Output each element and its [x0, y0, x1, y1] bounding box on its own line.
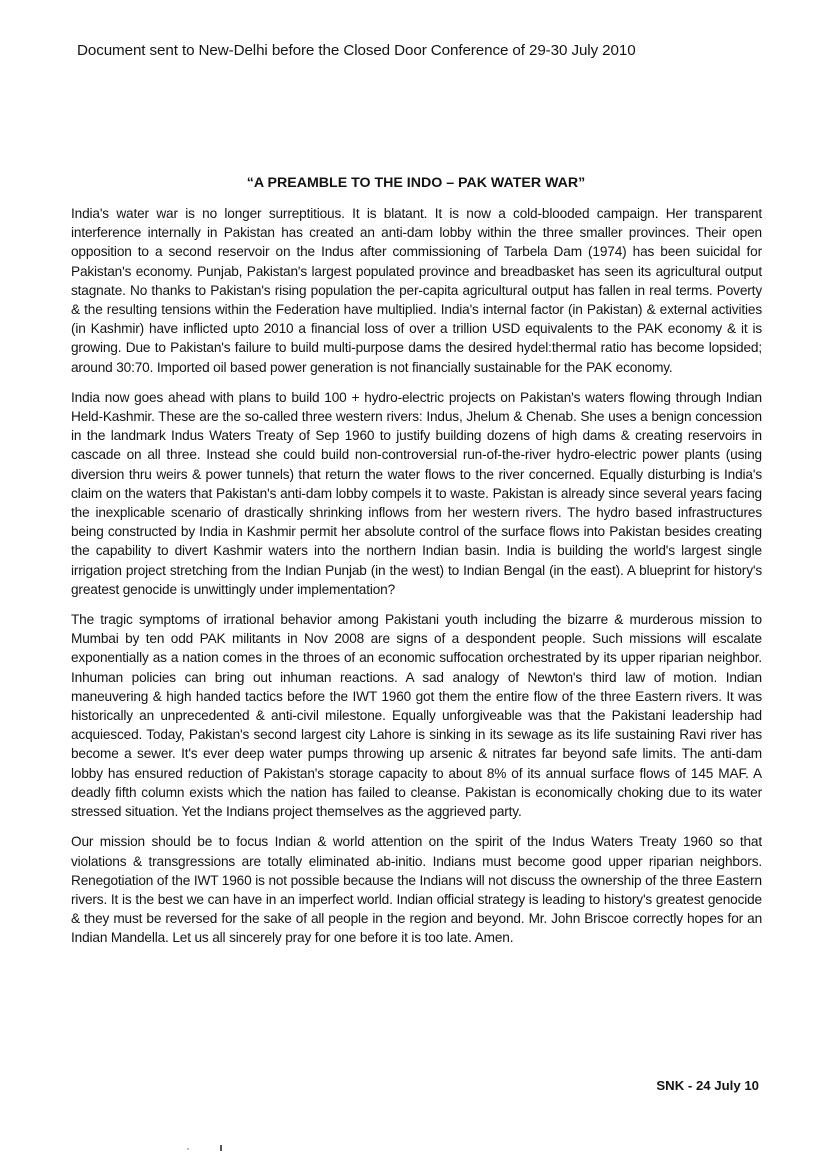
paragraph-2: India now goes ahead with plans to build 100 + hydro-electric projects on Pakistan's waters flowing through Indian Held-Kashmir. These are the so-called three western rivers: Indus, Jhelum & Chenab. She uses a benign concession in the landmark Indus Waters Treaty of Sep 1960 to justify building dozens of high dams & creating reservoirs in cascade on all three. Instead she could build non-controversial run-of-the-river hydro-electric power plants (using diversion thru weirs & power tunnels) that return the water flows to the river concerned. Equally disturbing is India's claim on the waters that Pakistan's anti-dam lobby compels it to waste. Pakistan is already since several years facing the inexplicable scenario of drastically shrinking inflows from her western rivers. The hydro based infrastructures being constructed by India in Kashmir permit her absolute control of the surface flows into Pakistan besides creating the capability to divert Kashmir waters into the northern Indian basin. India is building the world's largest single irrigation project stretching from the Indian Punjab (in the west) to Indian Bengal (in the east). A blueprint for history's greatest genocide is unwittingly under implementation? [71, 389, 762, 597]
scan-speck [220, 1145, 222, 1151]
signoff: SNK - 24 July 10 [656, 1078, 759, 1093]
paragraph-4: Our mission should be to focus Indian & world attention on the spirit of the Indus Waters Treaty 1960 so that violations & transgressions are totally eliminated ab-initio. Indians must become good upper riparian neighbors. Renegotiation of the IWT 1960 is not possible because the Indians will not discuss the ownership of the three Eastern rivers. It is the best we can have in an imperfect world. Indian official strategy is leading to history's greatest genocide & they must be reversed for the sake of all people in the region and beyond. Mr. John Briscoe correctly hopes for an Indian Mandella. Let us all sincerely pray for one before it is too late. Amen. [71, 834, 762, 946]
paragraph-1: India's water war is no longer surreptitious. It is blatant. It is now a cold-blooded campaign. Her transparent interference internally in Pakistan has created an anti-dam lobby within the three smaller provinces. Their open opposition to a second reservoir on the Indus after commissioning of Tarbela Dam (1974) has been suicidal for Pakistan's economy. Punjab, Pakistan's largest populated province and breadbasket has seen its agricultural output stagnate. No thanks to Pakistan's rising population the per-capita agricultural output has fallen in real terms. Poverty & the resulting tensions within the Federation have multiplied. India's internal factor (in Pakistan) & external activities (in Kashmir) have inflicted upto 2010 a financial loss of over a trillion USD equivalents to the PAK economy & it is growing. Due to Pakistan's failure to build multi-purpose dams the desired hydel:thermal ratio has become lopsided; around 30:70. Imported oil based power generation is not financially sustainable for the PAK economy. [71, 206, 762, 375]
scan-speck [187, 1148, 189, 1150]
document-body [71, 204, 762, 959]
scan-specks [187, 1145, 227, 1151]
paragraph-3: The tragic symptoms of irrational behavior among Pakistani youth including the bizarre & murderous mission to Mumbai by ten odd PAK militants in Nov 2008 are signs of a despondent people. Such missions will escalate exponentially as a nation comes in the throes of an economic suffocation orchestrated by its upper riparian neighbor. Inhuman policies can bring out inhuman reactions. A sad analogy of Newton's third law of motion. Indian maneuvering & high handed tactics before the IWT 1960 got them the entire flow of the three Eastern rivers. It was historically an unprecedented & anti-civil milestone. Equally unforgiveable was that the Pakistani leadership had acquiesced. Today, Pakistan's second largest city Lahore is sinking in its sewage as its life sustaining Ravi river has become a sewer. It's ever deep water pumps throwing up arsenic & nitrates far beyond safe limits. The anti-dam lobby has ensured reduction of Pakistan's storage capacity to about 8% of its annual surface flows of 145 MAF. A deadly fifth column exists which the nation has failed to cleanse. Pakistan is economically choking due to its water stressed situation. Yet the Indians project themselves as the aggrieved party. [71, 612, 762, 820]
document-title: “A PREAMBLE TO THE INDO – PAK WATER WAR” [246, 175, 586, 191]
document-header: Document sent to New-Delhi before the Closed Door Conference of 29-30 July 2010 [77, 42, 636, 59]
